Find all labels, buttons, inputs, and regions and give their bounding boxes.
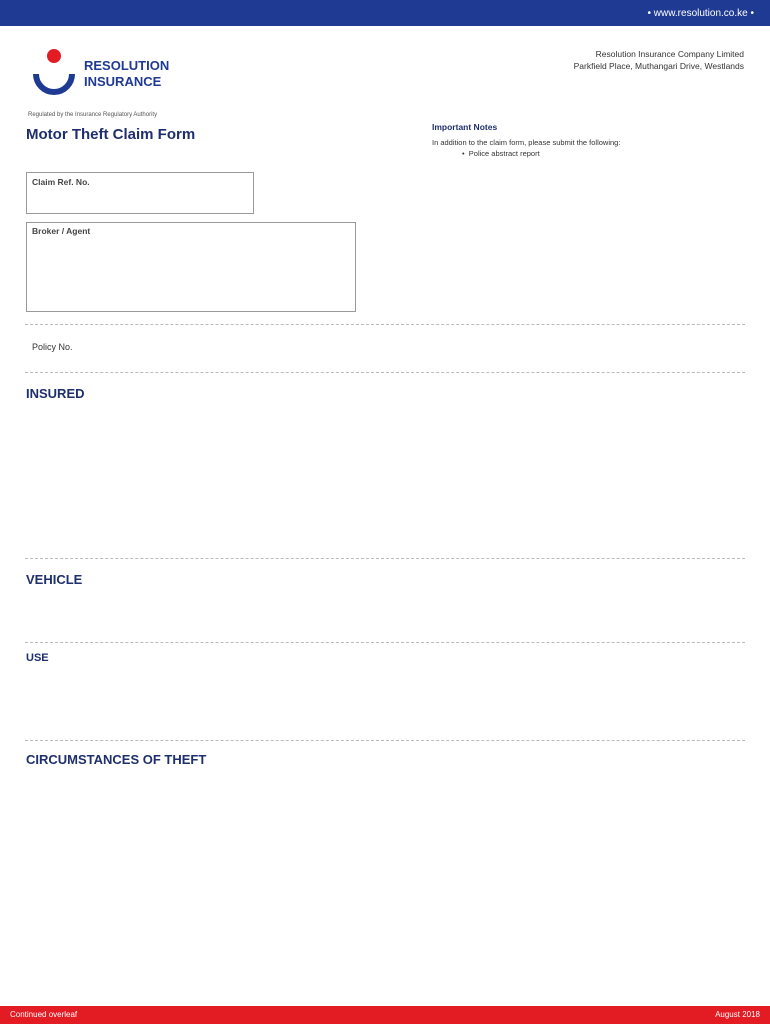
notes-title: Important Notes	[432, 122, 498, 132]
policy-no-label: Policy No.	[32, 342, 73, 352]
divider	[25, 740, 745, 741]
vehicle-section-title: VEHICLE	[26, 572, 83, 587]
logo-text-1: RESOLUTION	[84, 58, 170, 73]
footer-bar	[0, 1006, 770, 1024]
logo-mark-icon	[28, 46, 80, 106]
list-item: • Police abstract report	[462, 149, 540, 158]
form-title: Motor Theft Claim Form	[26, 126, 196, 143]
divider	[25, 372, 745, 373]
address-line: Resolution Insurance Company Limited	[595, 49, 744, 59]
divider	[25, 324, 745, 325]
list-item-text: Police abstract report	[468, 149, 540, 158]
broker-agent-label: Broker / Agent	[32, 226, 91, 236]
continued-overleaf: Continued overleaf	[10, 1010, 78, 1019]
address-line: Parkfield Place, Muthangari Drive, Westlands	[573, 61, 744, 71]
claim-ref-label: Claim Ref. No.	[32, 177, 90, 187]
logo	[28, 46, 80, 106]
insured-section-title: INSURED	[26, 386, 85, 401]
theft-section-title: CIRCUMSTANCES OF THEFT	[26, 752, 207, 767]
use-section-title: USE	[26, 652, 49, 664]
notes-intro: In addition to the claim form, please submit the following:	[432, 137, 621, 147]
important-notes	[432, 122, 752, 160]
logo-text-2: INSURANCE	[84, 74, 162, 89]
website-url[interactable]: • www.resolution.co.ke •	[647, 8, 754, 19]
company-address	[574, 48, 744, 72]
regulated-text: Regulated by the Insurance Regulatory Authority	[28, 112, 158, 118]
divider	[25, 558, 745, 559]
footer-date: August 2018	[715, 1010, 760, 1019]
divider	[25, 642, 745, 643]
